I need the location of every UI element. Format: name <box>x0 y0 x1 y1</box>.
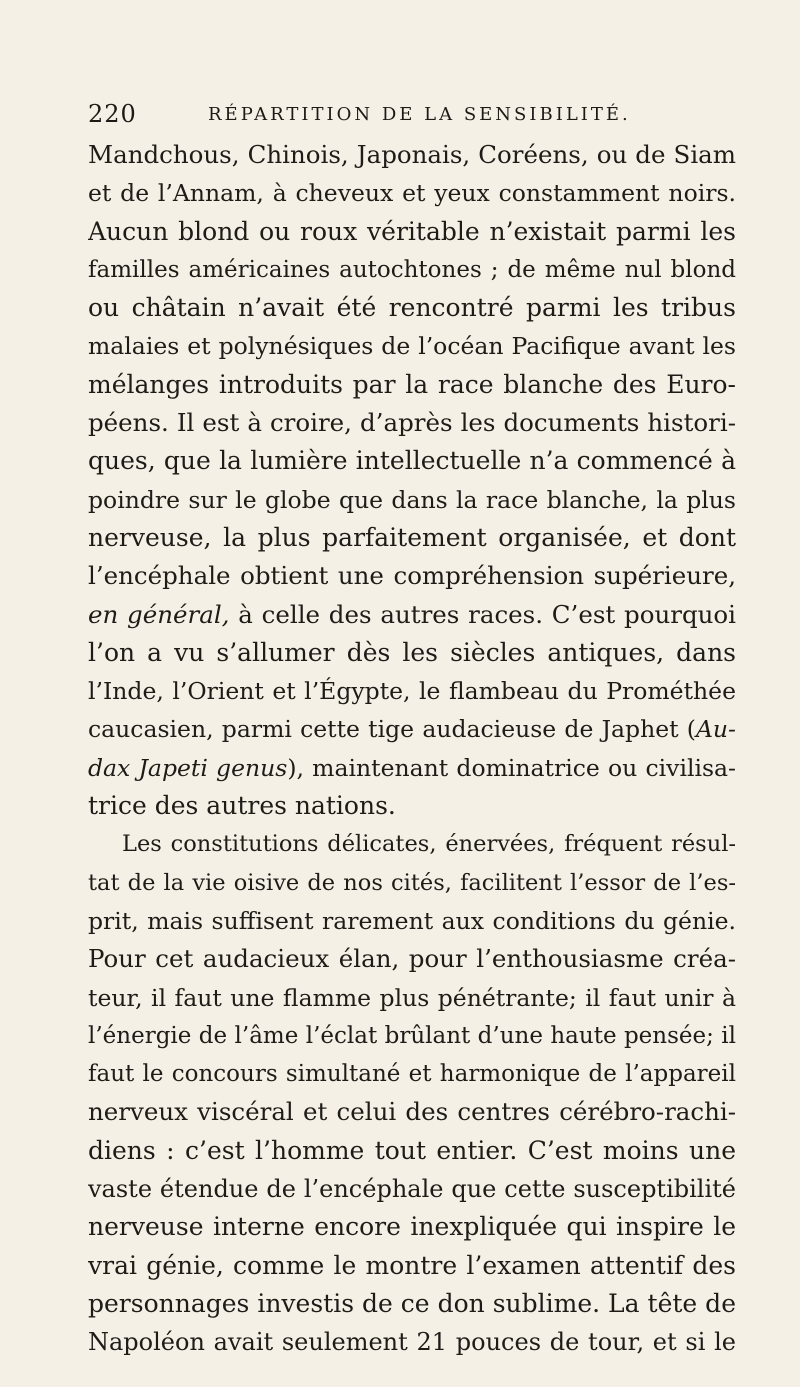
italic-phrase: dax Japeti genus <box>88 753 288 782</box>
text-line: tat de la vie oisive de nos cités, facilitent l’essor de l’es- <box>88 869 736 896</box>
text-line: nerveuse, la plus parfaitement organisée, et dont <box>88 522 736 552</box>
text-fragment: à celle des autres races. C’est pourquoi <box>229 599 736 629</box>
text-line: mélanges introduits par la race blanche des Euro- <box>88 369 736 399</box>
text-line <box>88 596 736 634</box>
text-line: l’Inde, l’Orient et l’Égypte, le flambeau du Prométhée <box>88 677 736 706</box>
italic-phrase: Au- <box>695 715 736 744</box>
text-line: nerveux viscéral et celui des centres cérébro-rachi- <box>88 1097 736 1127</box>
text-fragment: ), maintenant dominatrice ou civilisa- <box>287 753 736 782</box>
text-line: Aucun blond ou roux véritable n’existait parmi les <box>88 216 736 246</box>
text-line <box>88 710 736 748</box>
text-line: l’énergie de l’âme l’éclat brûlant d’une haute pensée; il <box>88 1022 736 1049</box>
text-line: familles américaines autochtones ; de même nul blond <box>88 256 736 283</box>
text-line: trice des autres nations. <box>88 791 396 821</box>
text-line: ou châtain n’avait été rencontré parmi les tribus <box>88 293 736 323</box>
text-line: l’on a vu s’allumer dès les siècles antiques, dans <box>88 637 736 667</box>
text-line: poindre sur le globe que dans la race blanche, la plus <box>88 485 736 514</box>
text-line: Mandchous, Chinois, Japonais, Coréens, ou de Siam <box>88 140 736 169</box>
text-line: et de l’Annam, à cheveux et yeux constamment noirs. <box>88 179 736 208</box>
text-line: diens : c’est l’homme tout entier. C’est moins une <box>88 1135 736 1165</box>
text-line: vrai génie, comme le montre l’examen attentif des <box>88 1250 736 1280</box>
body-text <box>88 136 736 1362</box>
text-line: prit, mais suffisent rarement aux conditions du génie. <box>88 906 736 935</box>
text-line: nerveuse interne encore inexpliquée qui inspire le <box>88 1212 736 1242</box>
text-fragment: caucasien, parmi cette tige audacieuse de Japhet ( <box>88 715 696 744</box>
running-title: RÉPARTITION DE LA SENSIBILITÉ. <box>208 104 631 125</box>
text-line: personnages investis de ce don sublime. La tête de <box>88 1288 736 1318</box>
text-line: ques, que la lumière intellectuelle n’a commencé à <box>88 446 736 476</box>
italic-phrase: en général, <box>88 599 230 629</box>
text-line: Les constitutions délicates, énervées, fréquent résul- <box>122 831 736 858</box>
text-line: faut le concours simultané et harmonique de l’appareil <box>88 1061 736 1088</box>
text-line: malaies et polynésiques de l’océan Pacifique avant les <box>88 332 736 361</box>
text-line: Napoléon avait seulement 21 pouces de tour, et si le <box>88 1328 736 1357</box>
page-number: 220 <box>88 100 137 128</box>
text-line: l’encéphale obtient une compréhension supérieure, <box>88 561 736 591</box>
text-line <box>88 749 736 787</box>
text-line: Pour cet audacieux élan, pour l’enthousiasme créa- <box>88 944 736 974</box>
text-line: péens. Il est à croire, d’après les documents histori- <box>88 408 736 438</box>
page-header <box>88 100 730 134</box>
text-line: teur, il faut une flamme plus pénétrante; il faut unir à <box>88 983 736 1012</box>
text-line: vaste étendue de l’encéphale que cette susceptibilité <box>88 1175 736 1204</box>
